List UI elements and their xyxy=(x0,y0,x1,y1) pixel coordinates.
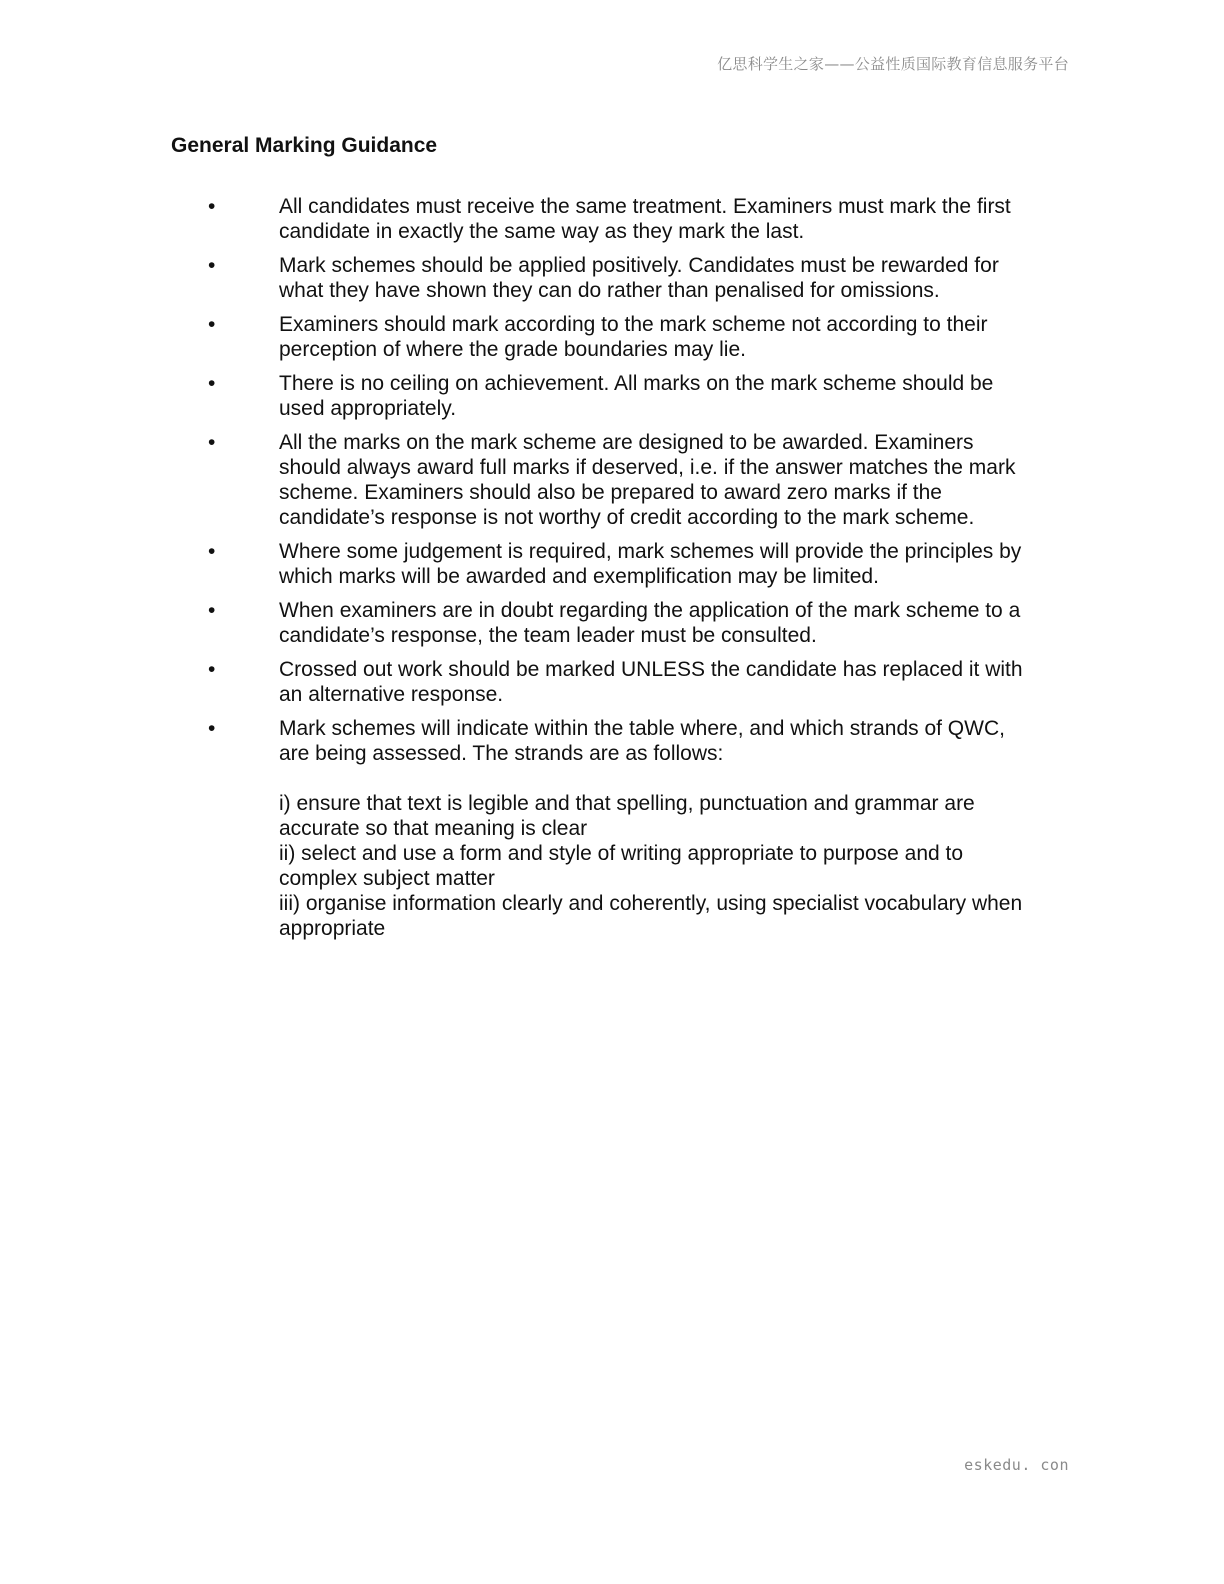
qwc-strands xyxy=(279,791,1029,941)
list-item-text: Where some judgement is required, mark schemes will provide the principles by which marks will be awarded and exemplification may be limited. xyxy=(279,540,1022,588)
list-item xyxy=(205,598,1035,648)
list-item-text: All the marks on the mark scheme are designed to be awarded. Examiners should always award full marks if deserved, i.e. if the answer matches the mark scheme. Examiners should also be prepared to award zero marks if the candidate’s response is not worthy of credit according to the mark scheme. xyxy=(279,431,1016,529)
list-item xyxy=(205,430,1035,530)
list-item xyxy=(205,539,1035,589)
bullet-icon: • xyxy=(208,372,216,395)
bullet-icon: • xyxy=(208,195,216,218)
list-item-text: When examiners are in doubt regarding the application of the mark scheme to a candidate’s response, the team leader must be consulted. xyxy=(279,599,1021,647)
list-item xyxy=(205,657,1035,707)
header-site-note: 亿思科学生之家——公益性质国际教育信息服务平台 xyxy=(717,55,1069,73)
bullet-icon: • xyxy=(208,254,216,277)
list-item xyxy=(205,194,1035,244)
list-item xyxy=(205,371,1035,421)
bullet-icon: • xyxy=(208,717,216,740)
guidance-list xyxy=(205,194,1035,950)
list-item-text: All candidates must receive the same treatment. Examiners must mark the first candidate in exactly the same way as they mark the last. xyxy=(279,195,1011,243)
list-item-text: Mark schemes will indicate within the table where, and which strands of QWC, are being assessed. The strands are as follows: xyxy=(279,717,1005,765)
list-item-text: There is no ceiling on achievement. All marks on the mark scheme should be used appropriately. xyxy=(279,372,994,420)
list-item xyxy=(205,253,1035,303)
strand-item: iii) organise information clearly and coherently, using specialist vocabulary when appropriate xyxy=(279,892,1023,940)
list-item xyxy=(205,312,1035,362)
bullet-icon: • xyxy=(208,431,216,454)
page-title: General Marking Guidance xyxy=(171,134,438,157)
list-item-text: Examiners should mark according to the mark scheme not according to their perception of where the grade boundaries may lie. xyxy=(279,313,988,361)
bullet-icon: • xyxy=(208,540,216,563)
list-item xyxy=(205,716,1035,941)
list-item-text: Crossed out work should be marked UNLESS the candidate has replaced it with an alternative response. xyxy=(279,658,1023,706)
list-item-body xyxy=(279,716,1029,941)
bullet-icon: • xyxy=(208,313,216,336)
list-item-text: Mark schemes should be applied positively. Candidates must be rewarded for what they have shown they can do rather than penalised for omissions. xyxy=(279,254,999,302)
bullet-icon: • xyxy=(208,599,216,622)
footer-site-url: eskedu. con xyxy=(964,1456,1069,1474)
bullet-icon: • xyxy=(208,658,216,681)
strand-item: i) ensure that text is legible and that spelling, punctuation and grammar are accurate so that meaning is clear xyxy=(279,792,975,840)
strand-item: ii) select and use a form and style of writing appropriate to purpose and to complex subject matter xyxy=(279,842,964,890)
